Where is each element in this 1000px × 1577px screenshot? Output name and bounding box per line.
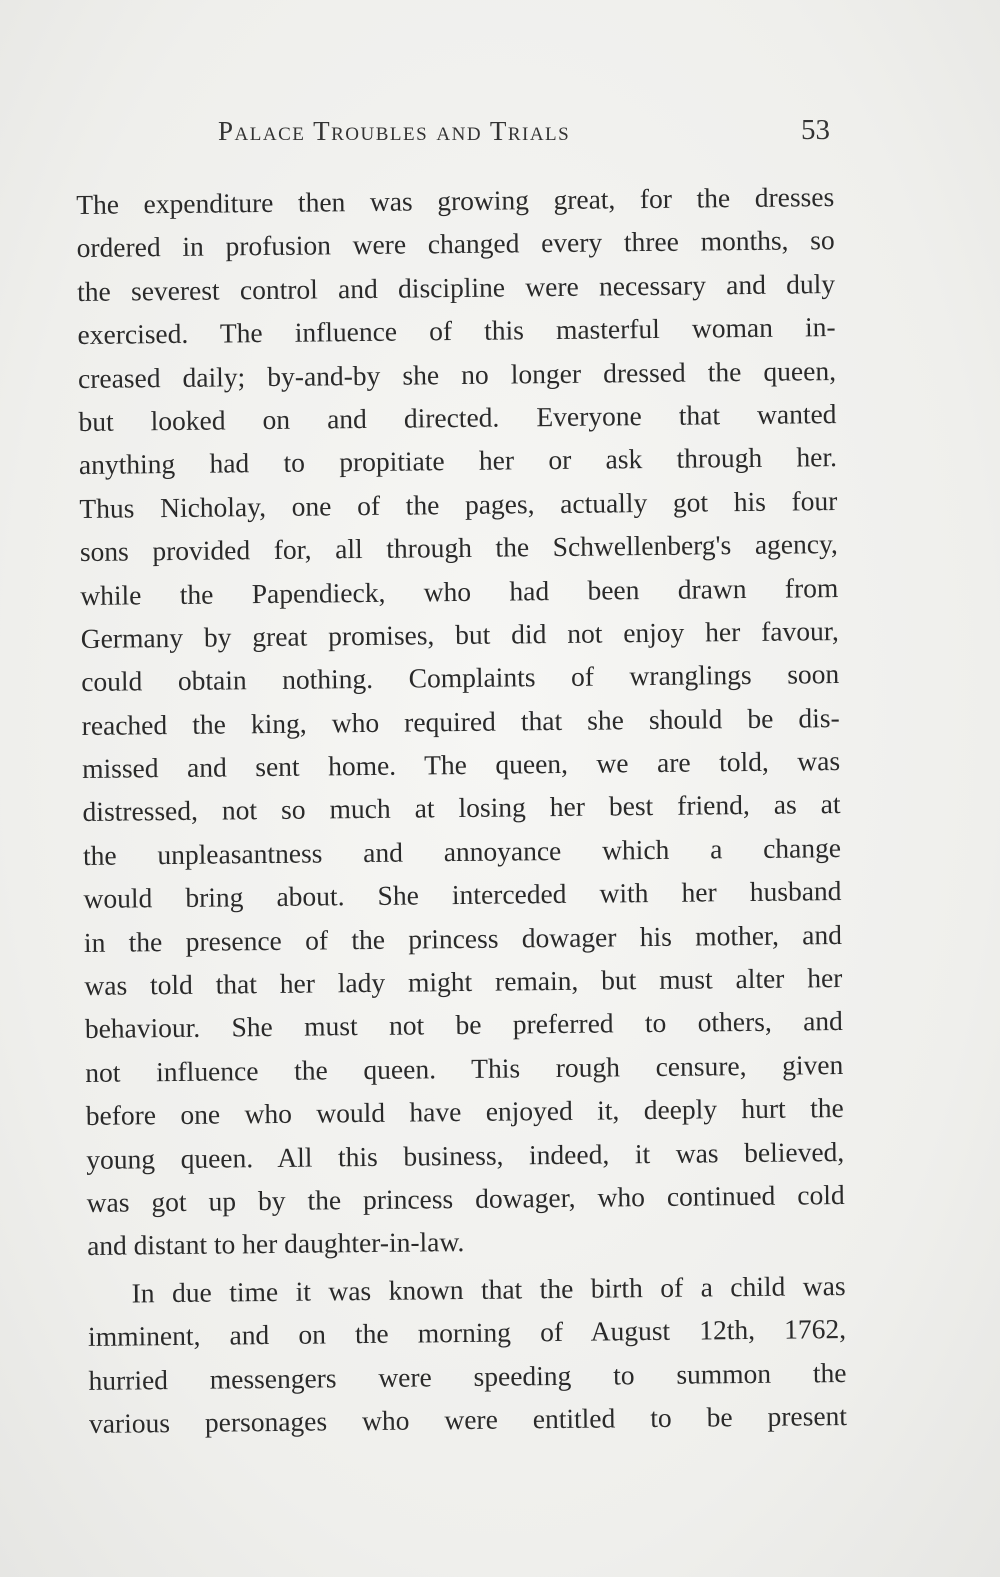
text-line: before one who would have enjoyed it, deeply hurt the — [85, 1092, 844, 1132]
text-line: in the presence of the princess dowager his mother, and — [83, 918, 843, 958]
text-line: behaviour. She must not be preferred to others, and — [84, 1005, 843, 1045]
body-text — [76, 175, 847, 1445]
page-number: 53 — [801, 114, 830, 146]
text-line: creased daily; by-and-by she no longer dressed the queen, — [77, 354, 837, 394]
text-line: reached the king, who required that she should be dis- — [81, 701, 840, 741]
text-line: young queen. All this business, indeed, it was believed, — [86, 1135, 845, 1175]
text-line: the unpleasantness and annoyance which a change — [82, 831, 842, 871]
text-line: would bring about. She interceded with her husband — [83, 875, 842, 915]
text-line: and distant to her daughter-in-law. — [86, 1226, 465, 1262]
text-line: missed and sent home. The queen, we are told, was — [81, 745, 841, 785]
text-line: The expenditure then was growing great, for the dresses — [76, 181, 835, 220]
page-header — [78, 112, 830, 156]
text-line: anything had to propitiate her or ask through her. — [78, 441, 838, 481]
text-line: not influence the queen. This rough censure, given — [85, 1048, 844, 1088]
text-line: Germany by great promises, but did not enjoy her favour, — [80, 614, 839, 654]
text-line: sons provided for, all through the Schwellenberg's agency, — [79, 528, 838, 568]
text-line: while the Papendieck, who had been drawn from — [80, 571, 839, 611]
text-line: various personages who were entitled to be present — [88, 1399, 848, 1439]
text-line: In due time it was known that the birth of a child was — [131, 1269, 846, 1309]
text-line: ordered in profusion were changed every three months, so — [76, 224, 835, 264]
text-line: hurried messengers were speeding to summon the — [88, 1356, 847, 1396]
text-line: distressed, not so much at losing her best friend, as at — [82, 788, 841, 828]
text-line: Thus Nicholay, one of the pages, actually got his four — [79, 484, 838, 524]
text-line: was got up by the princess dowager, who continued cold — [86, 1178, 845, 1218]
text-line: was told that her lady might remain, but must alter her — [84, 962, 843, 1001]
text-line: exercised. The influence of this masterful woman in- — [77, 311, 836, 351]
text-line: the severest control and discipline were necessary and duly — [76, 267, 836, 307]
text-line: imminent, and on the morning of August 12th, 1762, — [87, 1313, 847, 1353]
text-line: but looked on and directed. Everyone that wanted — [78, 398, 837, 437]
text-line: could obtain nothing. Complaints of wranglings soon — [81, 658, 840, 698]
running-title: Palace Troubles and Trials — [218, 116, 571, 146]
